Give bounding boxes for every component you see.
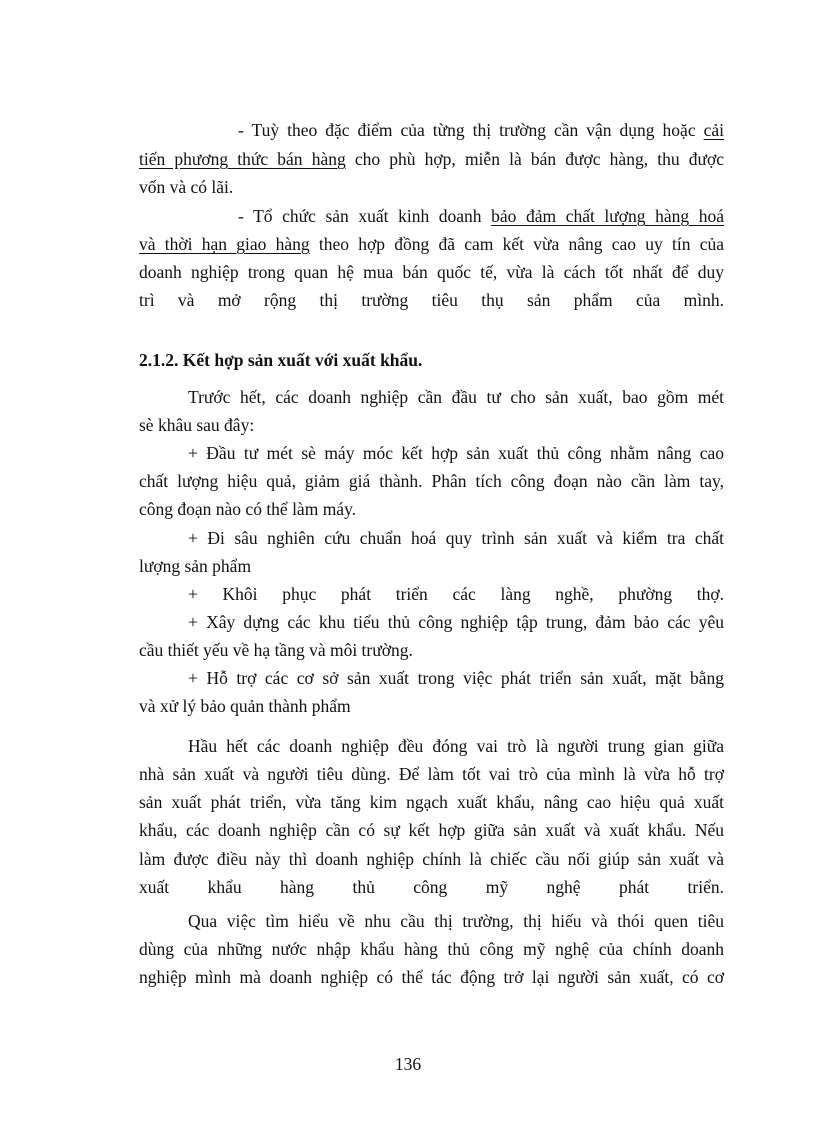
underlined-text: tiến phương thức bán hàng — [139, 149, 346, 169]
list-item-line: + Đầu tư mét sè máy móc kết hợp sản xuất thủ công nhằm nâng cao — [188, 443, 724, 463]
paragraph-line — [139, 145, 724, 173]
paragraph-line — [238, 116, 724, 144]
paragraph-line: doanh nghiệp trong quan hệ mua bán quốc tế, vừa là cách tốt nhất để duy — [139, 262, 724, 282]
paragraph-line: nghiệp mình mà doanh nghiệp có thể tác động trở lại người sản xuất, có cơ — [139, 967, 724, 987]
paragraph-line — [139, 230, 724, 258]
list-item-line: + Khôi phục phát triển các làng nghề, phường thợ. — [188, 584, 724, 604]
list-item-line: và xử lý bảo quản thành phẩm — [139, 696, 351, 716]
text-run: theo hợp đồng đã cam kết vừa nâng cao uy tín của — [309, 234, 724, 254]
underlined-text: bảo đảm chất lượng hàng hoá — [491, 206, 724, 226]
paragraph-line: khẩu, các doanh nghiệp cần có sự kết hợp giữa sản xuất và xuất khẩu. Nếu — [139, 820, 724, 840]
paragraph-line: Trước hết, các doanh nghiệp cần đầu tư cho sản xuất, bao gồm mét — [188, 387, 724, 407]
text-run: - Tuỳ theo đặc điểm của từng thị trường cần vận dụng hoặc — [238, 120, 704, 140]
list-item-line: + Hỗ trợ các cơ sở sản xuất trong việc phát triển sản xuất, mặt bằng — [188, 668, 724, 688]
paragraph-line: nhà sản xuất và người tiêu dùng. Để làm tốt vai trò của mình là vừa hỗ trợ — [139, 764, 724, 784]
paragraph-line: vốn và có lãi. — [139, 177, 234, 197]
underlined-text: cải — [703, 120, 724, 140]
paragraph-line: Qua việc tìm hiểu về nhu cầu thị trường, thị hiếu và thói quen tiêu — [188, 911, 724, 931]
section-heading: 2.1.2. Kết hợp sản xuất với xuất khẩu. — [139, 350, 423, 370]
underlined-text: và thời hạn giao hàng — [139, 234, 310, 254]
list-item-line: cầu thiết yếu về hạ tầng và môi trường. — [139, 640, 413, 660]
text-run: cho phù hợp, miễn là bán được hàng, thu được — [345, 149, 724, 169]
list-item-line: chất lượng hiệu quả, giảm giá thành. Phân tích công đoạn nào cần làm tay, — [139, 471, 724, 491]
paragraph-line: Hầu hết các doanh nghiệp đều đóng vai trò là người trung gian giữa — [188, 736, 724, 756]
paragraph-line: trì và mở rộng thị trường tiêu thụ sản phẩm của mình. — [139, 290, 724, 310]
list-item-line: lượng sản phẩm — [139, 556, 252, 576]
list-item-line: công đoạn nào có thể làm máy. — [139, 499, 357, 519]
list-item-line: + Đi sâu nghiên cứu chuẩn hoá quy trình sản xuất và kiểm tra chất — [188, 528, 724, 548]
paragraph-line: sản xuất phát triển, vừa tăng kim ngạch xuất khẩu, nâng cao hiệu quả xuất — [139, 792, 724, 812]
paragraph-line — [238, 202, 724, 230]
paragraph-line: sè khâu sau đây: — [139, 415, 255, 435]
text-run: - Tổ chức sản xuất kinh doanh — [238, 206, 492, 226]
paragraph-line: làm được điều này thì doanh nghiệp chính là chiếc cầu nối giúp sản xuất và — [139, 849, 724, 869]
page-number: 136 — [394, 1054, 422, 1074]
list-item-line: + Xây dựng các khu tiểu thủ công nghiệp tập trung, đảm bảo các yêu — [188, 612, 724, 632]
paragraph-line: xuất khẩu hàng thủ công mỹ nghệ phát triển. — [139, 877, 724, 897]
paragraph-line: dùng của những nước nhập khẩu hàng thủ công mỹ nghệ của chính doanh — [139, 939, 724, 959]
